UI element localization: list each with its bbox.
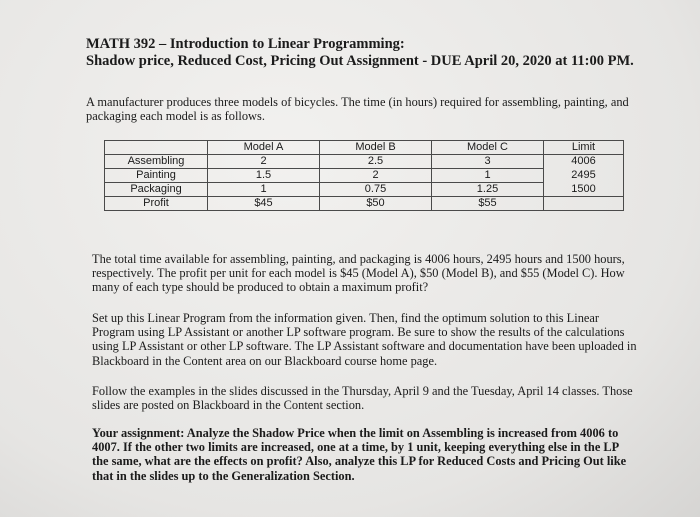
table-header-cell: Model B (320, 141, 432, 155)
table-cell: 1 (432, 169, 544, 183)
assignment-paragraph: Your assignment: Analyze the Shadow Price when the limit on Assembling is increased from 4006 to 4007. If the other two limits are increased, one at a time, by 1 unit, keeping everything else in the LP the same, what are the effects on profit? Also, analyze this LP for Reduced Costs and Pricing Out like that in the slides up to the Generalization Section. (92, 426, 627, 483)
total-time-paragraph: The total time available for assembling, painting, and packaging is 4006 hours, 2495 hours and 1500 hours, respectively. The profit per unit for each model is $45 (Model A), $50 (Model B), and $55 (Model C). How many of each type should be produced to obtain a maximum profit? (92, 252, 625, 295)
table-cell: 0.75 (320, 183, 432, 197)
table-cell: 1500 (544, 183, 624, 197)
table-header-row (105, 141, 624, 155)
table-row (105, 183, 624, 197)
intro-paragraph: A manufacturer produces three models of bicycles. The time (in hours) required for assembling, painting, and packaging each model is as follows. (86, 95, 629, 124)
row-label: Profit (105, 197, 208, 211)
table-row (105, 155, 624, 169)
table-cell: 2.5 (320, 155, 432, 169)
assignment-title: MATH 392 – Introduction to Linear Programming: (86, 36, 405, 52)
table-cell: $50 (320, 197, 432, 211)
table-corner-cell (105, 141, 208, 155)
table-cell: 2 (320, 169, 432, 183)
table-header-cell: Model C (432, 141, 544, 155)
table-cell: 2 (208, 155, 320, 169)
setup-paragraph: Set up this Linear Program from the information given. Then, find the optimum solution to this Linear Program using LP Assistant or another LP software program. Be sure to show the results of the calculations using LP Assistant or other LP software. The LP Assistant software and documentation have been uploaded in Blackboard in the Content area on our Blackboard course home page. (92, 311, 637, 368)
bicycle-data-table (104, 140, 624, 211)
table-cell: 1 (208, 183, 320, 197)
table-header-cell: Model A (208, 141, 320, 155)
table-cell: 3 (432, 155, 544, 169)
table-cell: 1.25 (432, 183, 544, 197)
table-cell: $45 (208, 197, 320, 211)
row-label: Assembling (105, 155, 208, 169)
table-cell (544, 197, 624, 211)
table-row (105, 169, 624, 183)
table-cell: $55 (432, 197, 544, 211)
row-label: Painting (105, 169, 208, 183)
assignment-subtitle: Shadow price, Reduced Cost, Pricing Out Assignment - DUE April 20, 2020 at 11:00 PM. (86, 53, 634, 69)
table-header-cell: Limit (544, 141, 624, 155)
table-cell: 1.5 (208, 169, 320, 183)
table-cell: 2495 (544, 169, 624, 183)
table-row (105, 197, 624, 211)
follow-paragraph: Follow the examples in the slides discussed in the Thursday, April 9 and the Tuesday, April 14 classes. Those slides are posted on Blackboard in the Content section. (92, 384, 633, 413)
row-label: Packaging (105, 183, 208, 197)
table-cell: 4006 (544, 155, 624, 169)
